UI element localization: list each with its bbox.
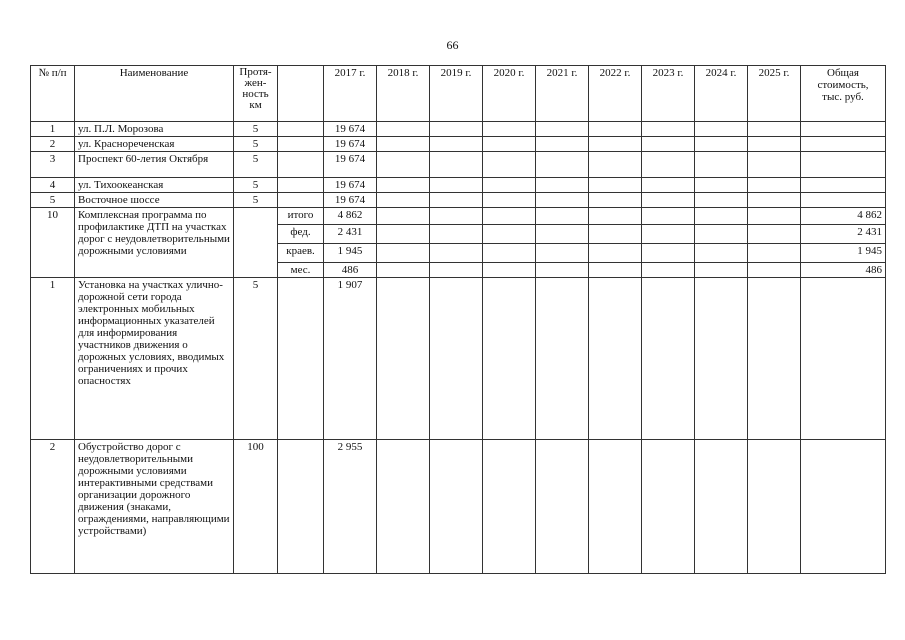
row-num: 3 — [31, 152, 75, 178]
row-length: 5 — [234, 122, 278, 137]
row-num: 4 — [31, 178, 75, 193]
item-num: 1 — [31, 278, 75, 440]
header-length: Протя- жен- ность км — [234, 66, 278, 122]
item-length: 5 — [234, 278, 278, 440]
item-2017: 2 955 — [324, 440, 377, 574]
header-year: 2019 г. — [430, 66, 483, 122]
header-year: 2018 г. — [377, 66, 430, 122]
row-length: 5 — [234, 193, 278, 208]
program-num: 10 — [31, 208, 75, 278]
budget-table — [30, 65, 886, 574]
table-row — [31, 137, 886, 152]
header-year: 2022 г. — [589, 66, 642, 122]
header-year: 2024 г. — [695, 66, 748, 122]
funding-source: мес. — [278, 263, 324, 278]
header-source — [278, 66, 324, 122]
program-total: 486 — [801, 263, 886, 278]
row-name: Восточное шоссе — [75, 193, 234, 208]
program-2017: 1 945 — [324, 244, 377, 263]
header-year: 2025 г. — [748, 66, 801, 122]
program-total: 4 862 — [801, 208, 886, 225]
item-length: 100 — [234, 440, 278, 574]
row-2017: 19 674 — [324, 152, 377, 178]
program-2017: 2 431 — [324, 225, 377, 244]
program-name: Комплексная программа по профилактике ДТП на участках дорог с неудовлетворительными дорожными условиями — [75, 208, 234, 278]
row-name: ул. П.Л. Морозова — [75, 122, 234, 137]
row-num: 2 — [31, 137, 75, 152]
header-row — [31, 66, 886, 122]
page-number: 66 — [446, 38, 459, 52]
row-num: 5 — [31, 193, 75, 208]
table-row — [31, 278, 886, 440]
row-name: ул. Краснореченская — [75, 137, 234, 152]
row-name: ул. Тихоокеанская — [75, 178, 234, 193]
row-num: 1 — [31, 122, 75, 137]
row-length: 5 — [234, 137, 278, 152]
table-row — [31, 152, 886, 178]
row-name: Проспект 60-летия Октября — [75, 152, 234, 178]
funding-source: итого — [278, 208, 324, 225]
row-length: 5 — [234, 178, 278, 193]
header-total: Общая стоимость, тыс. руб. — [801, 66, 886, 122]
table-row — [31, 440, 886, 574]
program-total: 2 431 — [801, 225, 886, 244]
header-num: № п/п — [31, 66, 75, 122]
header-year: 2020 г. — [483, 66, 536, 122]
header-year: 2023 г. — [642, 66, 695, 122]
program-row-total — [31, 208, 886, 225]
header-year: 2017 г. — [324, 66, 377, 122]
row-2017: 19 674 — [324, 122, 377, 137]
row-length: 5 — [234, 152, 278, 178]
table-row — [31, 193, 886, 208]
program-2017: 4 862 — [324, 208, 377, 225]
row-2017: 19 674 — [324, 137, 377, 152]
header-name: Наименование — [75, 66, 234, 122]
funding-source: краев. — [278, 244, 324, 263]
item-2017: 1 907 — [324, 278, 377, 440]
program-2017: 486 — [324, 263, 377, 278]
item-name: Установка на участках улично-дорожной сети города электронных мобильных информационных указателей для информирования участников движения о дорожных условиях, вводимых ограничениях и прочих опасностях — [75, 278, 234, 440]
row-2017: 19 674 — [324, 178, 377, 193]
row-2017: 19 674 — [324, 193, 377, 208]
program-total: 1 945 — [801, 244, 886, 263]
table-row — [31, 122, 886, 137]
funding-source: фед. — [278, 225, 324, 244]
item-name: Обустройство дорог с неудовлетворительными дорожными условиями интерактивными средствами организации дорожного движения (знаками, ограждениями, направляющими устройствами) — [75, 440, 234, 574]
item-num: 2 — [31, 440, 75, 574]
table-row — [31, 178, 886, 193]
header-year: 2021 г. — [536, 66, 589, 122]
